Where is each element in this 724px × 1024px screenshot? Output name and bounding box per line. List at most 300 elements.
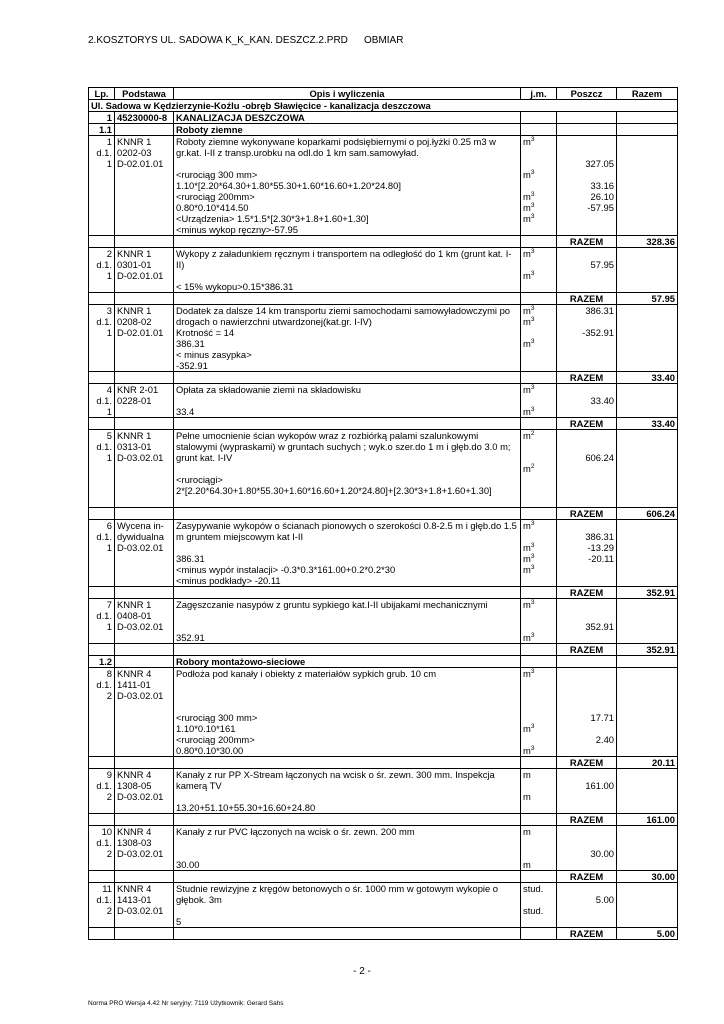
- calc-value: -20.11: [588, 553, 614, 564]
- item-podstawa-cell: [115, 883, 174, 928]
- calc-unit: [523, 712, 554, 723]
- calc-value: 33.40: [590, 395, 614, 406]
- item-unit-cell: [521, 826, 557, 871]
- item-lp: 2: [106, 248, 112, 259]
- unit-base: m: [523, 213, 531, 224]
- razem-value: 328.36: [617, 236, 678, 248]
- item-lp: d.1.: [96, 837, 112, 848]
- unit-exponent: 3: [530, 599, 535, 606]
- unit-base: m: [523, 599, 531, 610]
- razem-label: RAZEM: [557, 587, 617, 599]
- item-description: Opłata za składowanie ziemi na składowisku: [176, 384, 361, 395]
- item-lp-cell: [89, 430, 115, 508]
- item-podstawa-cell: [115, 430, 174, 508]
- calc-text: 30.00: [176, 859, 200, 870]
- item-lp: 1: [106, 542, 112, 553]
- item-description: Wykopy z załadunkiem ręcznym i transportem na odległość do 1 km (grunt kat. I-II): [176, 248, 512, 270]
- item-description: Zasypywanie wykopów o ścianach pionowych o szerokości 0.8-2.5 m i głęb.do 1.5 m gruntem miejscowym kat I-II: [176, 520, 517, 542]
- calc-text: <rurociąg 300 mm>: [176, 169, 258, 180]
- item-podstawa-cell: [115, 826, 174, 871]
- calc-value: 606.24: [585, 452, 614, 463]
- calc-text: 13.20+51.10+55.30+16.60+24.80: [176, 802, 316, 813]
- calc-unit: [523, 213, 554, 224]
- calc-value: 30.00: [590, 848, 614, 859]
- calc-text: -352.91: [176, 360, 208, 371]
- section-code: 45230000-8: [115, 112, 174, 124]
- calc-text: [176, 158, 518, 169]
- item-unit-cell: [521, 599, 557, 644]
- calc-unit: [523, 621, 554, 632]
- item-lp-cell: [89, 305, 115, 372]
- item-podstawa: D-03.02.01: [117, 542, 164, 553]
- unit-base: m: [523, 338, 531, 349]
- razem-row: [89, 236, 678, 248]
- document-header-type: OBMIAR: [364, 35, 404, 46]
- empty-cell: [557, 656, 617, 668]
- item-lp: d.1.: [96, 147, 112, 158]
- unit-base: m: [523, 668, 531, 679]
- item-poszcz-cell: [557, 826, 617, 871]
- razem-row: [89, 372, 678, 384]
- empty-cell: [115, 644, 174, 656]
- razem-value: 30.00: [617, 871, 678, 883]
- calc-unit: [523, 441, 554, 452]
- item-lp: 1: [106, 158, 112, 169]
- unit-base: m: [523, 430, 531, 441]
- item-lp: 6: [106, 520, 112, 531]
- empty-cell: [89, 928, 115, 940]
- calc-text: 386.31: [176, 338, 205, 349]
- column-header-razem: Razem: [617, 88, 678, 100]
- item-razem-cell: [617, 599, 678, 644]
- table-row: [89, 883, 678, 928]
- item-lp: 5: [106, 430, 112, 441]
- unit-base: m: [523, 169, 531, 180]
- item-unit: [523, 769, 554, 780]
- item-opis-cell: [174, 668, 521, 757]
- item-podstawa-cell: [115, 520, 174, 587]
- item-lp: 11: [102, 883, 112, 894]
- item-lp-cell: [89, 826, 115, 871]
- calc-value: [559, 668, 614, 679]
- calc-text: < minus zasypka>: [176, 349, 252, 360]
- unit-base: m: [523, 248, 531, 259]
- item-podstawa: KNNR 1: [117, 430, 152, 441]
- item-lp: d.1.: [96, 531, 112, 542]
- item-poszcz-cell: [557, 520, 617, 587]
- column-header-podstawa: Podstawa: [115, 88, 174, 100]
- unit-exponent: 3: [530, 270, 535, 277]
- item-unit: [523, 668, 554, 679]
- calc-unit: [523, 463, 554, 474]
- calc-value: 386.31: [585, 305, 614, 316]
- item-description: Podłoża pod kanały i obiekty z materiałów sypkich grub. 10 cm: [176, 668, 437, 679]
- item-lp: 1: [106, 621, 112, 632]
- calc-value: [559, 701, 614, 712]
- razem-value: 5.00: [617, 928, 678, 940]
- empty-cell: [174, 928, 521, 940]
- item-razem-cell: [617, 248, 678, 293]
- column-header-lp: Lp.: [89, 88, 115, 100]
- item-unit-cell: [521, 668, 557, 757]
- calc-value: [559, 826, 614, 837]
- group-name: Roboty ziemne: [174, 124, 521, 136]
- item-opis-cell: [174, 520, 521, 587]
- calc-unit: [523, 610, 554, 621]
- item-unit-cell: [521, 136, 557, 236]
- item-podstawa: KNNR 1: [117, 305, 152, 316]
- empty-cell: [174, 871, 521, 883]
- group-row: [89, 124, 678, 136]
- item-opis-cell: [174, 305, 521, 372]
- unit-exponent: 3: [530, 191, 535, 198]
- calc-text: [176, 542, 518, 553]
- group-lp: 1.2: [89, 656, 115, 668]
- unit-exponent: 3: [530, 338, 535, 345]
- calc-unit: [523, 395, 554, 406]
- column-header-opis: Opis i wyliczenia: [174, 88, 521, 100]
- item-podstawa: D-02.01.01: [117, 270, 164, 281]
- calc-unit: [523, 837, 554, 848]
- empty-cell: [521, 112, 557, 124]
- calc-text: <rurociąg 200mm>: [176, 191, 255, 202]
- item-podstawa: KNNR 4: [117, 883, 152, 894]
- empty-cell: [174, 587, 521, 599]
- calc-unit: [523, 632, 554, 643]
- empty-cell: [115, 508, 174, 520]
- item-podstawa: 0208-02: [117, 316, 152, 327]
- item-lp: 1: [106, 136, 112, 147]
- item-lp: 9: [106, 769, 112, 780]
- calc-value: [559, 441, 614, 452]
- item-podstawa: 1413-01: [117, 894, 152, 905]
- unit-base: m: [523, 270, 531, 281]
- calc-text: [176, 679, 518, 690]
- item-razem-cell: [617, 136, 678, 236]
- item-lp: 2: [106, 905, 112, 916]
- item-unit: [523, 826, 554, 837]
- item-podstawa: D-02.01.01: [117, 158, 164, 169]
- unit-base: m: [523, 305, 531, 316]
- item-lp: 8: [106, 668, 112, 679]
- item-lp: 2: [106, 848, 112, 859]
- razem-row: [89, 418, 678, 430]
- empty-cell: [174, 372, 521, 384]
- calc-unit: [523, 791, 554, 802]
- item-description: Zagęszczanie nasypów z gruntu sypkiego kat.I-II ubijakami mechanicznymi: [176, 599, 488, 610]
- empty-cell: [521, 757, 557, 769]
- page-number: - 2 -: [353, 966, 371, 977]
- unit-exponent: 3: [530, 745, 535, 752]
- calc-unit: [523, 338, 554, 349]
- calc-unit: [523, 745, 554, 756]
- column-header-poszcz: Poszcz: [557, 88, 617, 100]
- calc-text: <rurociąg 200mm>: [176, 734, 255, 745]
- calc-text: 0.80*0.10*30.00: [176, 745, 244, 756]
- calc-unit: [523, 259, 554, 270]
- unit-exponent: 3: [530, 248, 535, 255]
- unit-base: stud.: [523, 905, 544, 916]
- calc-text: 1.10*0.10*161: [176, 723, 236, 734]
- unit-exponent: 3: [530, 553, 535, 560]
- item-podstawa: 1308-05: [117, 780, 152, 791]
- empty-cell: [521, 418, 557, 430]
- column-header-row: [89, 88, 678, 100]
- item-description: Kanały z rur PVC łączonych na wcisk o śr. zewn. 200 mm: [176, 826, 415, 837]
- item-podstawa: D-02.01.01: [117, 327, 164, 338]
- item-lp-cell: [89, 520, 115, 587]
- unit-base: m: [523, 564, 531, 575]
- empty-cell: [115, 236, 174, 248]
- unit-base: m: [523, 316, 531, 327]
- empty-cell: [521, 871, 557, 883]
- item-poszcz-cell: [557, 769, 617, 814]
- item-opis-cell: [174, 430, 521, 508]
- empty-cell: [521, 372, 557, 384]
- empty-cell: [115, 757, 174, 769]
- empty-cell: [89, 871, 115, 883]
- calc-unit: [523, 859, 554, 870]
- item-unit-cell: [521, 520, 557, 587]
- empty-cell: [174, 293, 521, 305]
- empty-cell: [115, 871, 174, 883]
- item-podstawa: KNNR 4: [117, 668, 152, 679]
- unit-base: m: [523, 191, 531, 202]
- group-name: Robory montażowo-sieciowe: [174, 656, 521, 668]
- unit-exponent: 3: [530, 169, 535, 176]
- calc-value: [559, 136, 614, 147]
- item-lp: 1: [106, 452, 112, 463]
- unit-exponent: 2: [530, 463, 535, 470]
- item-lp: 1: [106, 406, 112, 417]
- unit-base: m: [523, 463, 531, 474]
- empty-cell: [89, 372, 115, 384]
- razem-value: 33.40: [617, 372, 678, 384]
- razem-value: 161.00: [617, 814, 678, 826]
- table-body: [89, 100, 678, 940]
- item-podstawa-cell: [115, 136, 174, 236]
- empty-cell: [174, 644, 521, 656]
- calc-unit: [523, 191, 554, 202]
- razem-row: [89, 871, 678, 883]
- calc-value: 352.91: [585, 621, 614, 632]
- calc-value: [559, 316, 614, 327]
- empty-cell: [617, 124, 678, 136]
- calc-unit: [523, 531, 554, 542]
- calc-text: <rurociąg 300 mm>: [176, 712, 258, 723]
- item-podstawa-cell: [115, 668, 174, 757]
- calc-text: [176, 905, 518, 916]
- item-lp: 1: [106, 327, 112, 338]
- calc-text: < 15% wykopu>0.15*386.31: [176, 281, 294, 292]
- item-opis-cell: [174, 883, 521, 928]
- unit-base: m: [523, 769, 531, 780]
- empty-cell: [174, 236, 521, 248]
- empty-cell: [521, 124, 557, 136]
- razem-label: RAZEM: [557, 508, 617, 520]
- empty-cell: [115, 656, 174, 668]
- group-row: [89, 656, 678, 668]
- calc-unit: [523, 780, 554, 791]
- calc-value: 327.05: [585, 158, 614, 169]
- item-podstawa-cell: [115, 384, 174, 418]
- unit-base: m: [523, 745, 531, 756]
- item-description: Roboty ziemne wykonywane koparkami podsiębiernymi o poj.łyżki 0.25 m3 w gr.kat. I-II z transp.urobku na odl.do 1 km sam.samowyład.: [176, 136, 496, 158]
- empty-cell: [89, 757, 115, 769]
- table-row: [89, 520, 678, 587]
- calc-value: [559, 520, 614, 531]
- item-opis-cell: [174, 769, 521, 814]
- empty-cell: [521, 656, 557, 668]
- calc-text: <Urządzenia> 1.5*1.5*[2.30*3+1.8+1.60+1.30]: [176, 213, 369, 224]
- item-lp: d.1.: [96, 316, 112, 327]
- calc-text: [176, 701, 518, 712]
- empty-cell: [115, 418, 174, 430]
- calc-unit: [523, 723, 554, 734]
- item-podstawa: D-03.02.01: [117, 452, 164, 463]
- calc-value: -13.29: [587, 542, 614, 553]
- calc-value: [559, 679, 614, 690]
- razem-label: RAZEM: [557, 871, 617, 883]
- item-unit-cell: [521, 248, 557, 293]
- calc-value: [559, 384, 614, 395]
- unit-base: m: [523, 791, 531, 802]
- calc-value: [559, 248, 614, 259]
- calc-unit: [523, 701, 554, 712]
- unit-base: m: [523, 384, 531, 395]
- empty-cell: [115, 293, 174, 305]
- item-podstawa: D-03.02.01: [117, 848, 164, 859]
- calc-unit: [523, 542, 554, 553]
- item-lp-cell: [89, 384, 115, 418]
- calc-unit: [523, 270, 554, 281]
- item-unit-cell: [521, 883, 557, 928]
- item-poszcz-cell: [557, 883, 617, 928]
- empty-cell: [521, 928, 557, 940]
- item-podstawa: D-03.02.01: [117, 690, 164, 701]
- calc-text: [176, 270, 518, 281]
- item-description: Kanały z rur PP X-Stream łączonych na wcisk o śr. zewn. 300 mm. Inspekcja kamerą TV: [176, 769, 495, 791]
- razem-label: RAZEM: [557, 928, 617, 940]
- section-name: KANALIZACJA DESZCZOWA: [174, 112, 521, 124]
- calc-text: [176, 463, 518, 474]
- item-lp-cell: [89, 769, 115, 814]
- item-lp-cell: [89, 136, 115, 236]
- razem-row: [89, 293, 678, 305]
- empty-cell: [557, 124, 617, 136]
- item-lp: 2: [106, 690, 112, 701]
- empty-cell: [115, 372, 174, 384]
- item-description: Krotność = 14: [176, 327, 235, 338]
- unit-base: m: [523, 406, 531, 417]
- razem-label: RAZEM: [557, 372, 617, 384]
- item-lp: 7: [106, 599, 112, 610]
- item-lp: d.1.: [96, 610, 112, 621]
- item-unit: [523, 248, 554, 259]
- calc-value: 2.40: [595, 734, 614, 745]
- item-poszcz-cell: [557, 668, 617, 757]
- razem-row: [89, 928, 678, 940]
- calc-value: 17.71: [590, 712, 614, 723]
- unit-base: m: [523, 632, 531, 643]
- calc-value: 57.95: [590, 259, 614, 270]
- empty-cell: [115, 928, 174, 940]
- item-poszcz-cell: [557, 430, 617, 508]
- unit-exponent: 2: [530, 430, 535, 437]
- calc-unit: [523, 679, 554, 690]
- empty-cell: [89, 236, 115, 248]
- calc-text: 5: [176, 916, 182, 927]
- item-lp-cell: [89, 668, 115, 757]
- calc-value: [559, 723, 614, 734]
- calc-unit: [523, 158, 554, 169]
- unit-exponent: 3: [530, 305, 535, 312]
- razem-value: 33.40: [617, 418, 678, 430]
- empty-cell: [174, 418, 521, 430]
- calc-unit: [523, 316, 554, 327]
- empty-cell: [89, 293, 115, 305]
- item-unit: [523, 305, 554, 316]
- table-row: [89, 305, 678, 372]
- razem-value: 352.91: [617, 587, 678, 599]
- calc-text: [176, 496, 518, 507]
- item-unit: [523, 430, 554, 441]
- calc-value: 161.00: [585, 780, 614, 791]
- razem-row: [89, 757, 678, 769]
- item-razem-cell: [617, 305, 678, 372]
- item-razem-cell: [617, 883, 678, 928]
- item-lp: d.1.: [96, 780, 112, 791]
- item-opis-cell: [174, 136, 521, 236]
- item-lp: 1: [106, 270, 112, 281]
- calc-text: 352.91: [176, 632, 205, 643]
- unit-base: m: [523, 859, 531, 870]
- calc-unit: [523, 180, 554, 191]
- item-poszcz-cell: [557, 136, 617, 236]
- empty-cell: [521, 587, 557, 599]
- item-unit: [523, 599, 554, 610]
- section-row: [89, 112, 678, 124]
- item-unit-cell: [521, 769, 557, 814]
- razem-row: [89, 508, 678, 520]
- calc-value: [559, 430, 614, 441]
- item-podstawa: Wycena in-: [117, 520, 164, 531]
- table-row: [89, 826, 678, 871]
- calc-value: 5.00: [595, 894, 614, 905]
- item-poszcz-cell: [557, 384, 617, 418]
- unit-base: m: [523, 520, 531, 531]
- empty-cell: [89, 587, 115, 599]
- item-unit: [523, 520, 554, 531]
- empty-cell: [89, 418, 115, 430]
- calc-text: 386.31: [176, 553, 205, 564]
- calc-unit: [523, 564, 554, 575]
- calc-value: [559, 883, 614, 894]
- item-lp: d.1.: [96, 441, 112, 452]
- item-podstawa: KNNR 1: [117, 248, 152, 259]
- empty-cell: [174, 508, 521, 520]
- calc-unit: [523, 406, 554, 417]
- empty-cell: [521, 814, 557, 826]
- calc-value: 33.16: [590, 180, 614, 191]
- unit-exponent: 3: [530, 136, 535, 143]
- item-lp: 4: [106, 384, 112, 395]
- item-podstawa: D-03.02.01: [117, 621, 164, 632]
- calc-unit: [523, 327, 554, 338]
- unit-exponent: 3: [530, 632, 535, 639]
- unit-base: m: [523, 202, 531, 213]
- razem-label: RAZEM: [557, 293, 617, 305]
